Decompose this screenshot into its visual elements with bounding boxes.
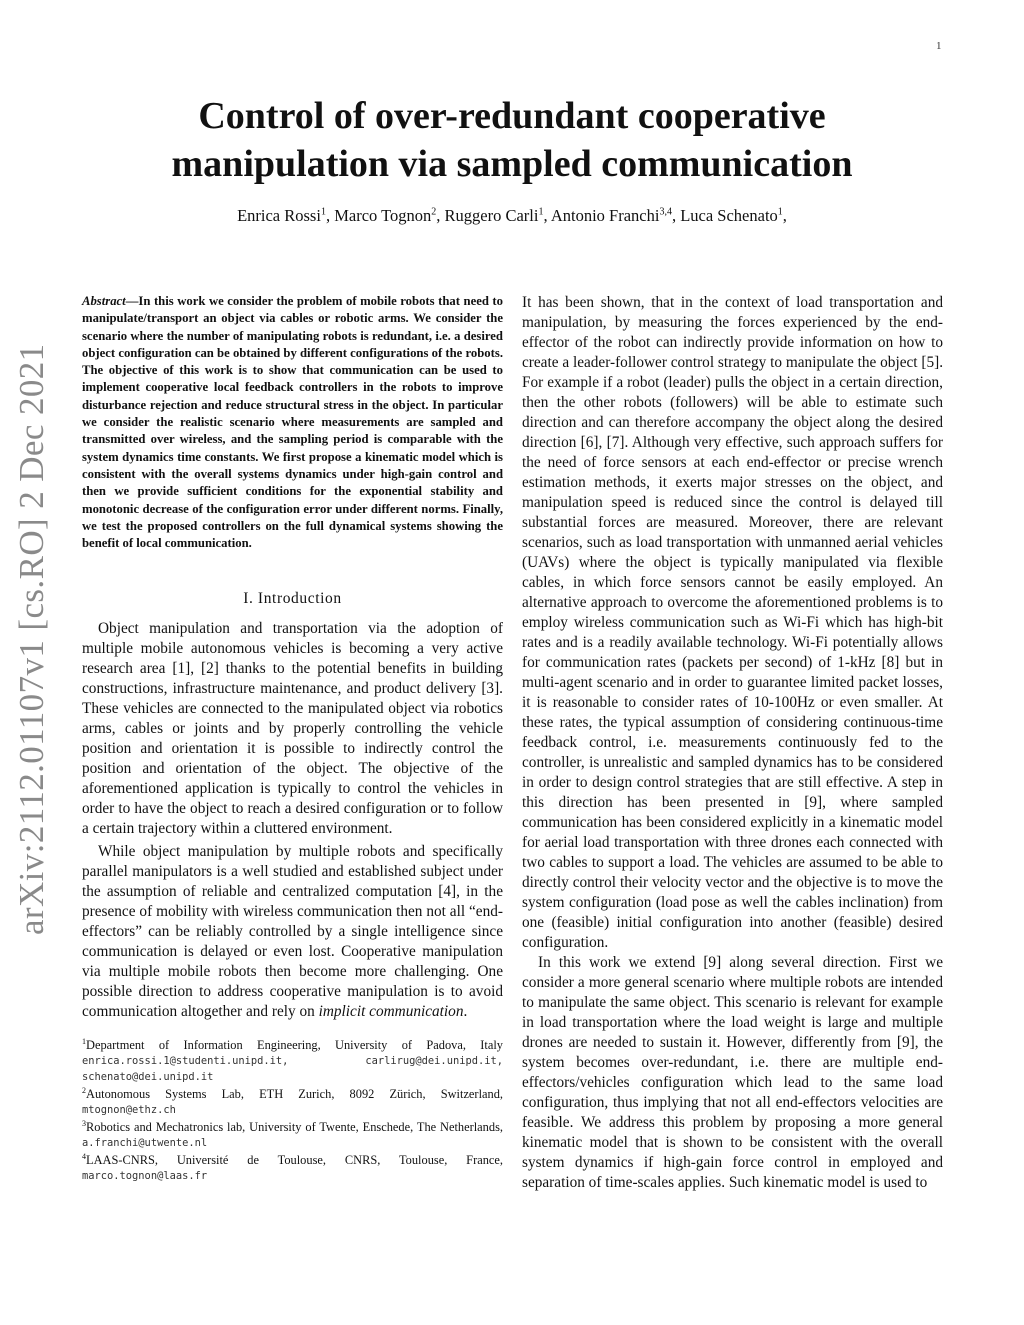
footnote-emails: mtognon@ethz.ch <box>82 1104 176 1117</box>
abstract: Abstract—In this work we consider the problem of mobile robots that need to manipulate/transport an object via cables or robotic arms. We consider the scenario where the number of manipulating robots is redundant, i.e. a desired object configuration can be obtained by different configurations of the robots. The objective of this work is to show that communication can be used to implement cooperative local feedback controllers in the robots to improve disturbance rejection and reduce structural stress in the object. In particular we consider the realistic scenario where measurements are sampled and transmitted over wireless, and the sampling period is comparable with the system dynamics time constants. We first propose a kinematic model which is consistent with the overall systems dynamics under high-gain control and then we provide sufficient conditions for the exponential stability and monotonic decrease of the configuration error under different norms. Finally, we test the proposed controllers on the full dynamical systems showing the benefit of local communication. <box>82 294 503 551</box>
paper-title <box>112 92 912 188</box>
author: Enrica Rossi$^1$, <box>237 206 335 225</box>
footnote-emails: marco.tognon@laas.fr <box>82 1170 208 1183</box>
author: Marco Tognon$^2$, <box>334 206 445 225</box>
emphasis-implicit-communication: implicit communication <box>318 1003 464 1021</box>
right-column <box>522 293 943 1193</box>
author-list <box>100 206 924 226</box>
affiliation-footnotes <box>82 1038 503 1184</box>
title-line-1: Control of over-redundant cooperative <box>198 95 826 137</box>
intro-paragraph-2: While object manipulation by multiple robots and specifically parallel manipulators is a well studied and established subject under the assumption of reliable and centralized computation [4], in the presence of mobility with wireless communication then not all “end-effectors” can be reliably controlled by a single intelligence since communication is delayed or even lost. Cooperative manipulation via multiple mobile robots then become more challenging. One possible direction to address cooperative manipulation is to avoid communication altogether and rely on implicit communication. <box>82 843 503 1021</box>
footnote: $^1$Department of Information Engineering, University of Padova, Italy enrica.rossi.1@studenti.unipd.it, carlirug@dei.unipd.it, schenato@dei.unipd.it <box>82 1037 503 1084</box>
intro-paragraph-1: Object manipulation and transportation via the adoption of multiple mobile autonomous vehicles is becoming a very active research area [1], [2] thanks to the potential benefits in building constructions, infrastructure maintenance, and product delivery [3]. These vehicles are connected to the manipulated object via robotics arms, cables or joints and by properly controlling the vehicle position and orientation it is possible to indirectly control the position and orientation of the object. The objective of the aforementioned application is typically to control the vehicles in order to have the object to reach a desired configuration or to follow a certain trajectory within a cluttered environment. <box>82 620 503 838</box>
abstract-text: In this work we consider the problem of mobile robots that need to manipulate/transport an object via cables or robotic arms. We consider the scenario where the number of manipulating robots is redundant, i.e. a desired object configuration can be obtained by different configurations of the robots. The objective of this work is to show that communication can be used to implement cooperative local feedback controllers in the robots to improve disturbance rejection and reduce structural stress in the object. In particular we consider the realistic scenario where measurements are sampled and transmitted over wireless, and the sampling period is comparable with the system dynamics time constants. We first propose a kinematic model which is consistent with the overall systems dynamics under high-gain control and then we provide sufficient conditions for the exponential stability and monotonic decrease of the configuration error under different norms. Finally, we test the proposed controllers on the full dynamical systems showing the benefit of local communication. <box>82 294 503 551</box>
author: Antonio Franchi$^{3,4}$, <box>550 206 681 225</box>
title-line-2: manipulation via sampled communication <box>171 143 853 185</box>
footnote: $^4$LAAS-CNRS, Université de Toulouse, CNRS, Toulouse, France, marco.tognon@laas.fr <box>82 1152 503 1183</box>
author: Luca Schenato$^1$, <box>680 206 787 225</box>
arxiv-identifier-stamp: arXiv:2112.01107v1 [cs.RO] 2 Dec 2021 <box>12 343 51 935</box>
abstract-label: Abstract <box>82 294 126 308</box>
author: Ruggero Carli$^1$, <box>444 206 551 225</box>
footnote-emails: a.franchi@utwente.nl <box>82 1137 208 1150</box>
left-column <box>82 293 503 1186</box>
intro-paragraph-4: In this work we extend [9] along several direction. First we consider a more general scenario where multiple robots are intended to manipulate the same object. This scenario is relevant for example in load transportation where the load weight is large and multiple drones are needed to sustain it. However, differently from [9], the system becomes over-redundant, i.e. there are multiple end-effectors/vehicles configuration which lead to the same load configuration, thus implying that not all end-effectors velocities are feasible. We address this problem by proposing a more general kinematic model that is shown to be consistent with the overall system dynamics if high-gain force control in employed and separation of time-scales applies. Such kinematic model is used to <box>522 954 943 1191</box>
intro-paragraph-3: It has been shown, that in the context of load transportation and manipulation, by measuring the forces experienced by the end-effector of the robot can indirectly provide information on how to create a leader-follower control strategy to manipulate the object [5]. For example if a robot (leader) pulls the object in a certain direction, then the other robots (followers) will be able to estimate such direction and can therefore accompany the object along the desired direction [6], [7]. Although very effective, such approach suffers for the need of force sensors at each end-effector or precise wrench estimation methods, it exerts major stresses on the object, and manipulation speed is reduced since the control is delayed till substantial forces are measured. Moreover, there are relevant scenarios, such as load transportation with unmanned aerial vehicles (UAVs) where the object is typically manipulated via flexible cables, in which force sensors cannot be easily employed. An alternative approach to overcome the aforementioned problems is to employ wireless communication such as Wi-Fi which has high-bit rates and is a readily available technology. Wi-Fi potentially allows for communication rates (packets per second) of 1-kHz [8] but in multi-agent scenario and in order to guarantee limited packet losses, it is reasonable to consider rates of 10-100Hz or even smaller. At these rates, the typical assumption of considering continuous-time feedback control, i.e. measurements continuously fed to the controller, is unrealistic and sampled dynamics has to be considered in order to design control strategies that are still effective. A step in this direction has been presented in [9], where sampled communication has been considered explicitly in a kinematic model for aerial load transportation with three drones each connected with two cables to support a load. The vehicles are assumed to be able to directly control their velocity vector and the objective is to move the system configuration (load pose as well the cables inclination) from one (feasible) initial configuration into another (feasible) desired configuration. <box>522 294 944 951</box>
section-heading-introduction: I. Introduction <box>243 590 342 608</box>
footnote-emails: enrica.rossi.1@studenti.unipd.it, carlirug@dei.unipd.it, schenato@dei.unipd.it <box>82 1055 503 1084</box>
page-number: 1 <box>936 40 942 52</box>
footnote: $^2$Autonomous Systems Lab, ETH Zurich, 8092 Zürich, Switzerland, mtognon@ethz.ch <box>82 1086 503 1117</box>
footnote: $^3$Robotics and Mechatronics lab, University of Twente, Enschede, The Netherlands, a.franchi@utwente.nl <box>82 1119 503 1150</box>
